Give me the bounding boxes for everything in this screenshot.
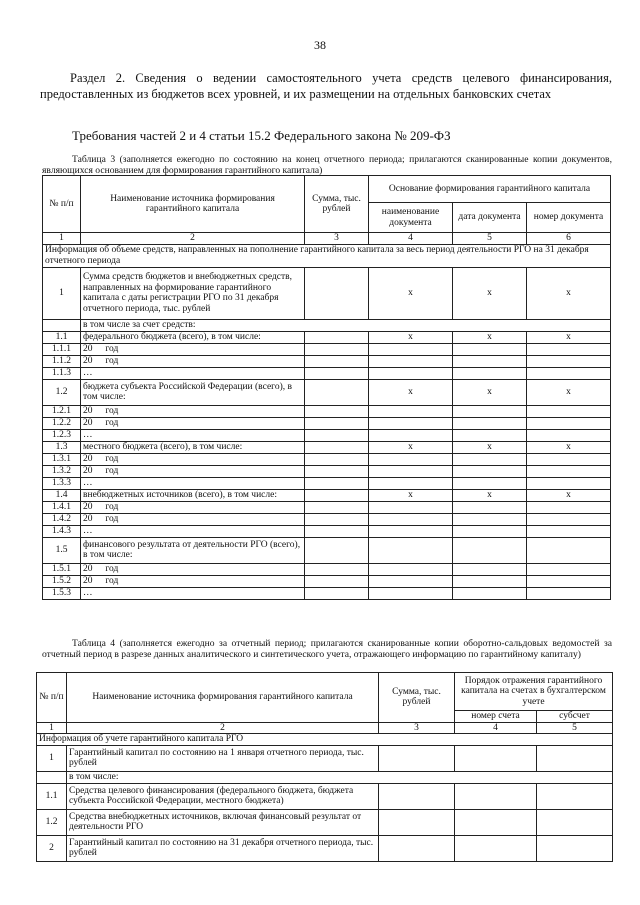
empty-cell <box>527 417 611 429</box>
year-cell <box>81 343 305 355</box>
row-number: 1.4.3 <box>43 525 81 537</box>
row-name: федерального бюджета (всего), в том числе: <box>81 331 305 343</box>
t3-including: в том числе за счет средств: <box>81 319 611 331</box>
empty-cell <box>37 771 67 783</box>
t4-colnum: 4 <box>455 722 537 734</box>
sum-cell <box>305 563 369 575</box>
empty-cell <box>527 477 611 489</box>
sum-cell <box>305 367 369 379</box>
sum-cell <box>305 575 369 587</box>
empty-cell <box>527 465 611 477</box>
empty-cell <box>453 453 527 465</box>
year-cell <box>81 417 305 429</box>
sum-cell <box>379 783 455 809</box>
t4-colnum: 5 <box>537 722 613 734</box>
empty-cell <box>527 563 611 575</box>
row-number: 1.3 <box>43 441 81 453</box>
x-mark: x <box>369 331 453 343</box>
t3-header-doc-name: наименование документа <box>369 203 453 233</box>
empty-cell <box>369 477 453 489</box>
table-row <box>43 343 611 355</box>
sum-cell <box>305 441 369 453</box>
table-row <box>43 441 611 453</box>
empty-cell <box>453 355 527 367</box>
table4-caption: Таблица 4 (заполняется ежегодно за отчетный период; прилагаются сканированные копии оборотно-сальдовых ведомостей за отчетный период в разрезе данных аналитического и синтетического учета, отражающего информацию по гарантийному капиталу) <box>42 638 612 660</box>
requirements-heading: Требования частей 2 и 4 статьи 15.2 Федерального закона № 209-ФЗ <box>72 128 451 143</box>
table3 <box>42 175 611 600</box>
year-prefix: 20 <box>83 355 93 366</box>
row-number: 1.4.2 <box>43 513 81 525</box>
t4-col-numbers-row <box>37 722 613 734</box>
empty-cell <box>527 343 611 355</box>
empty-cell <box>537 809 613 835</box>
sum-cell <box>305 405 369 417</box>
year-prefix: 20 <box>83 513 93 524</box>
x-mark: x <box>369 379 453 405</box>
row-number: 1.1 <box>43 331 81 343</box>
empty-cell <box>43 319 81 331</box>
t3-header-doc-date: дата документа <box>453 203 527 233</box>
empty-cell <box>369 465 453 477</box>
sum-cell <box>305 501 369 513</box>
t3-header-name: Наименование источника формирования гарантийного капитала <box>81 176 305 233</box>
t4-header-sum: Сумма, тыс. рублей <box>379 673 455 723</box>
row-name: Гарантийный капитал по состоянию на 1 января отчетного периода, тыс. рублей <box>67 745 379 771</box>
year-suffix: год <box>105 453 119 464</box>
year-suffix: год <box>105 465 119 476</box>
sum-cell <box>379 809 455 835</box>
empty-cell <box>453 525 527 537</box>
row-number: 1.1.2 <box>43 355 81 367</box>
empty-cell <box>453 575 527 587</box>
empty-cell <box>453 537 527 563</box>
year-suffix: год <box>105 343 119 354</box>
sum-cell <box>305 513 369 525</box>
empty-cell <box>369 537 453 563</box>
empty-cell <box>453 513 527 525</box>
year-cell <box>81 453 305 465</box>
empty-cell <box>453 563 527 575</box>
x-mark: x <box>369 441 453 453</box>
empty-cell <box>527 355 611 367</box>
x-mark: x <box>527 379 611 405</box>
empty-cell <box>369 355 453 367</box>
ellipsis: … <box>81 477 305 489</box>
year-prefix: 20 <box>83 417 93 428</box>
row-number: 1.4 <box>43 489 81 501</box>
sum-cell <box>379 745 455 771</box>
row-number: 1.5 <box>43 537 81 563</box>
row-name: Гарантийный капитал по состоянию на 31 декабря отчетного периода, тыс. рублей <box>67 835 379 861</box>
year-suffix: год <box>105 513 119 524</box>
table-row <box>43 477 611 489</box>
table-row <box>43 563 611 575</box>
year-prefix: 20 <box>83 343 93 354</box>
sum-cell <box>305 453 369 465</box>
table-row <box>37 745 613 771</box>
ellipsis: … <box>81 429 305 441</box>
t3-colnum: 5 <box>453 233 527 245</box>
t4-header-num: № п/п <box>37 673 67 723</box>
t4-header-account: номер счета <box>455 711 537 723</box>
year-cell <box>81 501 305 513</box>
t3-header-doc-num: номер документа <box>527 203 611 233</box>
table-row <box>43 405 611 417</box>
sum-cell <box>305 379 369 405</box>
empty-cell <box>527 367 611 379</box>
empty-cell <box>527 405 611 417</box>
x-mark: x <box>453 379 527 405</box>
empty-cell <box>527 501 611 513</box>
row-name: финансового результата от деятельности РГО (всего), в том числе: <box>81 537 305 563</box>
row-number: 1.3.3 <box>43 477 81 489</box>
year-prefix: 20 <box>83 501 93 512</box>
year-prefix: 20 <box>83 575 93 586</box>
year-suffix: год <box>105 575 119 586</box>
row-number: 1 <box>43 267 81 319</box>
row-number: 2 <box>37 835 67 861</box>
empty-cell <box>453 343 527 355</box>
sum-cell <box>305 267 369 319</box>
empty-cell <box>527 537 611 563</box>
row-number: 1.2.2 <box>43 417 81 429</box>
empty-cell <box>537 835 613 861</box>
t3-colnum: 6 <box>527 233 611 245</box>
x-mark: x <box>453 489 527 501</box>
empty-cell <box>369 575 453 587</box>
empty-cell <box>455 783 537 809</box>
sum-cell <box>305 331 369 343</box>
year-cell <box>81 513 305 525</box>
t3-header-num: № п/п <box>43 176 81 233</box>
year-cell <box>81 405 305 417</box>
row-number: 1.1.1 <box>43 343 81 355</box>
table-row <box>43 417 611 429</box>
x-mark: x <box>453 441 527 453</box>
x-mark: x <box>369 267 453 319</box>
row-number: 1.2 <box>43 379 81 405</box>
row-number: 1.5.2 <box>43 575 81 587</box>
row-number: 1.5.3 <box>43 587 81 599</box>
row-name: Сумма средств бюджетов и внебюджетных средств, направленных на формирование гарантийного капитала с даты регистрации РГО по 31 декабря отчетного периода, тыс. рублей <box>81 267 305 319</box>
table-row <box>43 379 611 405</box>
t4-header-name: Наименование источника формирования гарантийного капитала <box>67 673 379 723</box>
year-prefix: 20 <box>83 405 93 416</box>
sum-cell <box>305 587 369 599</box>
empty-cell <box>453 417 527 429</box>
row-number: 1.2.3 <box>43 429 81 441</box>
t4-header-order: Порядок отражения гарантийного капитала на счетах в бухгалтерском учете <box>455 673 613 711</box>
t3-col-numbers-row <box>43 233 611 245</box>
empty-cell <box>369 405 453 417</box>
table-row <box>43 367 611 379</box>
table-row <box>37 835 613 861</box>
x-mark: x <box>527 489 611 501</box>
empty-cell <box>369 417 453 429</box>
table-row <box>43 537 611 563</box>
t3-colnum: 1 <box>43 233 81 245</box>
row-number: 1.4.1 <box>43 501 81 513</box>
table-row <box>37 809 613 835</box>
row-name: Средства целевого финансирования (федерального бюджета, бюджета субъекта Российской Федерации, местного бюджета) <box>67 783 379 809</box>
sum-cell <box>305 477 369 489</box>
year-prefix: 20 <box>83 465 93 476</box>
table-row <box>43 501 611 513</box>
ellipsis: … <box>81 587 305 599</box>
row-number: 1 <box>37 745 67 771</box>
year-cell <box>81 465 305 477</box>
sum-cell <box>305 343 369 355</box>
t4-colnum: 3 <box>379 722 455 734</box>
empty-cell <box>453 501 527 513</box>
sum-cell <box>305 489 369 501</box>
row-number: 1.5.1 <box>43 563 81 575</box>
empty-cell <box>369 525 453 537</box>
year-cell <box>81 575 305 587</box>
empty-cell <box>453 477 527 489</box>
x-mark: x <box>527 267 611 319</box>
year-cell <box>81 563 305 575</box>
empty-cell <box>453 429 527 441</box>
year-cell <box>81 355 305 367</box>
t4-info-row: Информация об учете гарантийного капитала РГО <box>37 734 613 746</box>
x-mark: x <box>453 331 527 343</box>
table-row <box>43 331 611 343</box>
sum-cell <box>305 429 369 441</box>
empty-cell <box>527 453 611 465</box>
year-prefix: 20 <box>83 563 93 574</box>
empty-cell <box>369 513 453 525</box>
table3-caption: Таблица 3 (заполняется ежегодно по состоянию на конец отчетного периода; прилагаются сканированные копии документов, являющихся основанием для формирования гарантийного капитала) <box>42 154 612 176</box>
empty-cell <box>453 587 527 599</box>
year-prefix: 20 <box>83 453 93 464</box>
page-number: 38 <box>314 38 326 52</box>
row-name: Средства внебюджетных источников, включая финансовый результат от деятельности РГО <box>67 809 379 835</box>
t4-including: в том числе: <box>67 771 613 783</box>
empty-cell <box>527 587 611 599</box>
empty-cell <box>453 367 527 379</box>
sum-cell <box>305 355 369 367</box>
t3-colnum: 2 <box>81 233 305 245</box>
empty-cell <box>527 429 611 441</box>
table-row <box>43 525 611 537</box>
sum-cell <box>305 417 369 429</box>
row-number: 1.3.2 <box>43 465 81 477</box>
table-row <box>43 513 611 525</box>
empty-cell <box>527 575 611 587</box>
t4-colnum: 1 <box>37 722 67 734</box>
year-suffix: год <box>105 405 119 416</box>
empty-cell <box>369 343 453 355</box>
sum-cell <box>305 465 369 477</box>
empty-cell <box>527 513 611 525</box>
empty-cell <box>455 809 537 835</box>
table-row <box>43 267 611 319</box>
x-mark: x <box>527 331 611 343</box>
empty-cell <box>369 367 453 379</box>
empty-cell <box>537 783 613 809</box>
sum-cell <box>305 537 369 563</box>
table-row <box>37 783 613 809</box>
year-suffix: год <box>105 417 119 428</box>
x-mark: x <box>527 441 611 453</box>
t4-header-subaccount: субсчет <box>537 711 613 723</box>
empty-cell <box>369 453 453 465</box>
row-name: бюджета субъекта Российской Федерации (всего), в том числе: <box>81 379 305 405</box>
table-row <box>43 489 611 501</box>
t3-info-row: Информация об объеме средств, направленных на пополнение гарантийного капитала за весь период деятельности РГО на 31 декабря отчетного периода <box>43 244 611 267</box>
t4-colnum: 2 <box>67 722 379 734</box>
t3-header-basis: Основание формирования гарантийного капитала <box>369 176 611 203</box>
empty-cell <box>369 563 453 575</box>
sum-cell <box>305 525 369 537</box>
table-row <box>43 429 611 441</box>
empty-cell <box>527 525 611 537</box>
x-mark: x <box>369 489 453 501</box>
empty-cell <box>369 429 453 441</box>
row-number: 1.1 <box>37 783 67 809</box>
table-row <box>43 355 611 367</box>
empty-cell <box>369 501 453 513</box>
section-title: Раздел 2. Сведения о ведении самостоятельного учета средств целевого финансирования, предоставленных из бюджетов всех уровней, и их размещении на отдельных банковских счетах <box>40 71 612 101</box>
ellipsis: … <box>81 525 305 537</box>
ellipsis: … <box>81 367 305 379</box>
empty-cell <box>453 405 527 417</box>
row-number: 1.1.3 <box>43 367 81 379</box>
sum-cell <box>379 835 455 861</box>
empty-cell <box>455 745 537 771</box>
table-row <box>43 453 611 465</box>
x-mark: x <box>453 267 527 319</box>
year-suffix: год <box>105 355 119 366</box>
t3-colnum: 3 <box>305 233 369 245</box>
year-suffix: год <box>105 563 119 574</box>
table-row <box>43 587 611 599</box>
empty-cell <box>537 745 613 771</box>
empty-cell <box>455 835 537 861</box>
row-number: 1.2 <box>37 809 67 835</box>
table-row <box>43 575 611 587</box>
t3-colnum: 4 <box>369 233 453 245</box>
year-suffix: год <box>105 501 119 512</box>
empty-cell <box>453 465 527 477</box>
table-row <box>43 465 611 477</box>
t3-header-sum: Сумма, тыс. рублей <box>305 176 369 233</box>
row-number: 1.2.1 <box>43 405 81 417</box>
table4 <box>36 672 613 862</box>
row-number: 1.3.1 <box>43 453 81 465</box>
empty-cell <box>369 587 453 599</box>
row-name: внебюджетных источников (всего), в том числе: <box>81 489 305 501</box>
row-name: местного бюджета (всего), в том числе: <box>81 441 305 453</box>
